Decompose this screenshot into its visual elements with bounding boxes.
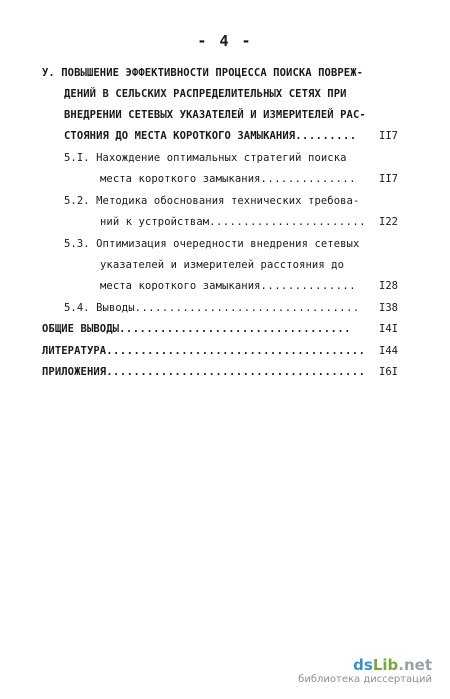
page-number: - 4 - <box>197 32 253 50</box>
toc-section5-line2: ДЕНИЙ В СЕЛЬСКИХ РАСПРЕДЕЛИТЕЛЬНЫХ СЕТЯХ ПРИ <box>64 88 347 100</box>
toc-literature: ЛИТЕРАТУРА...................................... <box>42 345 366 357</box>
toc-section5-line4: СТОЯНИЯ ДО МЕСТА КОРОТКОГО ЗАМЫКАНИЯ......... <box>64 130 357 142</box>
toc-s5-3-line2: указателей и измерителей расстояния до <box>100 259 345 271</box>
toc-s5-3-line1: 5.3. Оптимизация очередности внедрения сетевых <box>64 238 360 250</box>
watermark-subtitle: библиотека диссертаций <box>298 674 432 685</box>
toc-s5-3-line3: места короткого замыкания.............. <box>100 280 357 292</box>
toc-general-conclusions-page: I4I <box>379 323 398 335</box>
toc-s5-1-page: II7 <box>379 173 398 185</box>
toc-s5-1-line2: места короткого замыкания.............. <box>100 173 357 185</box>
toc-general-conclusions: ОБЩИЕ ВЫВОДЫ.................................. <box>42 323 351 335</box>
toc-appendices: ПРИЛОЖЕНИЯ...................................... <box>42 366 366 378</box>
toc-s5-1-line1: 5.I. Нахождение оптимальных стратегий поиска <box>64 152 347 164</box>
toc-s5-2-line1: 5.2. Методика обоснования технических требова- <box>64 195 360 207</box>
toc-s5-4-line1: 5.4. Выводы................................. <box>64 302 360 314</box>
toc-literature-page: I44 <box>379 345 398 357</box>
toc-s5-2-line2: ний к устройствам....................... <box>100 216 367 228</box>
toc-section5-page: II7 <box>379 130 398 142</box>
toc-s5-2-page: I22 <box>379 216 398 228</box>
toc-appendices-page: I6I <box>379 366 398 378</box>
toc-s5-4-page: I38 <box>379 302 398 314</box>
toc-s5-3-page: I28 <box>379 280 398 292</box>
watermark <box>298 656 432 685</box>
toc-section5-line1: У. ПОВЫШЕНИЕ ЭФФЕКТИВНОСТИ ПРОЦЕССА ПОИСКА ПОВРЕЖ- <box>42 67 364 79</box>
toc-section5-line3: ВНЕДРЕНИИ СЕТЕВЫХ УКАЗАТЕЛЕЙ И ИЗМЕРИТЕЛЕЙ РАС- <box>64 109 366 121</box>
watermark-logo: dsLib.net <box>353 656 432 674</box>
